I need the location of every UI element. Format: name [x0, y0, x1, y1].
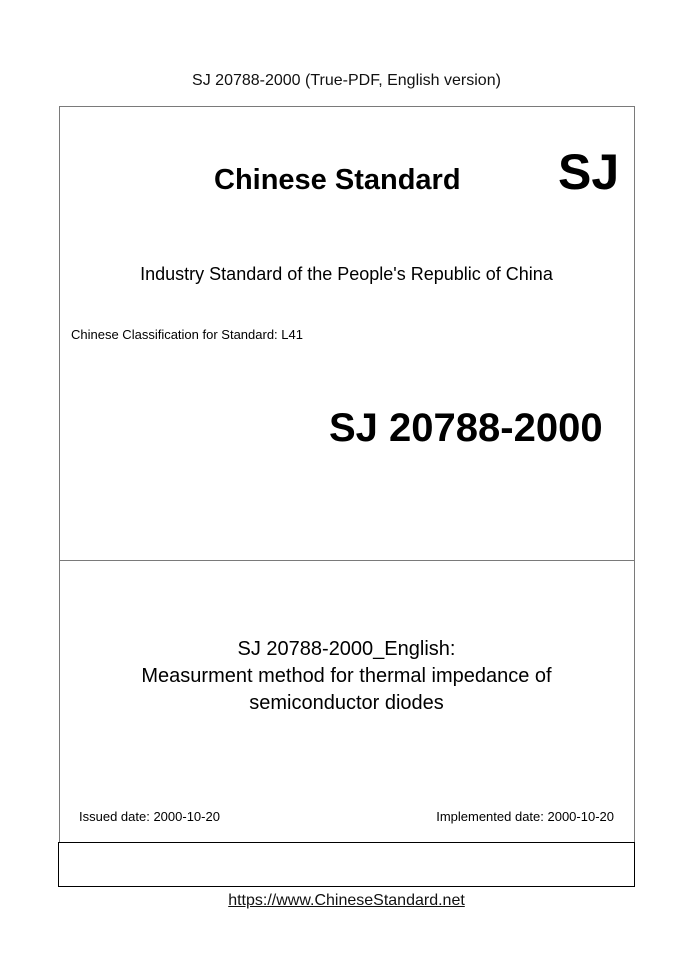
- implemented-date: Implemented date: 2000-10-20: [436, 809, 614, 824]
- industry-standard-line: Industry Standard of the People's Republic of China: [140, 264, 553, 284]
- document-header-title: SJ 20788-2000 (True-PDF, English version): [192, 72, 501, 89]
- cover-footer-box: [58, 842, 635, 887]
- website-link[interactable]: https://www.ChineseStandard.net: [228, 892, 465, 909]
- document-title-line-2: Measurment method for thermal impedance of: [141, 665, 552, 687]
- issued-date: Issued date: 2000-10-20: [79, 809, 220, 824]
- document-title-line-3: semiconductor diodes: [249, 692, 444, 714]
- chinese-standard-heading: Chinese Standard: [214, 164, 461, 196]
- classification-text: Chinese Classification for Standard: L41: [71, 327, 303, 342]
- sj-mark: SJ: [558, 144, 620, 200]
- standard-number: SJ 20788-2000: [329, 406, 603, 450]
- document-title-line-1: SJ 20788-2000_English:: [237, 638, 456, 660]
- document-title: [0, 636, 693, 717]
